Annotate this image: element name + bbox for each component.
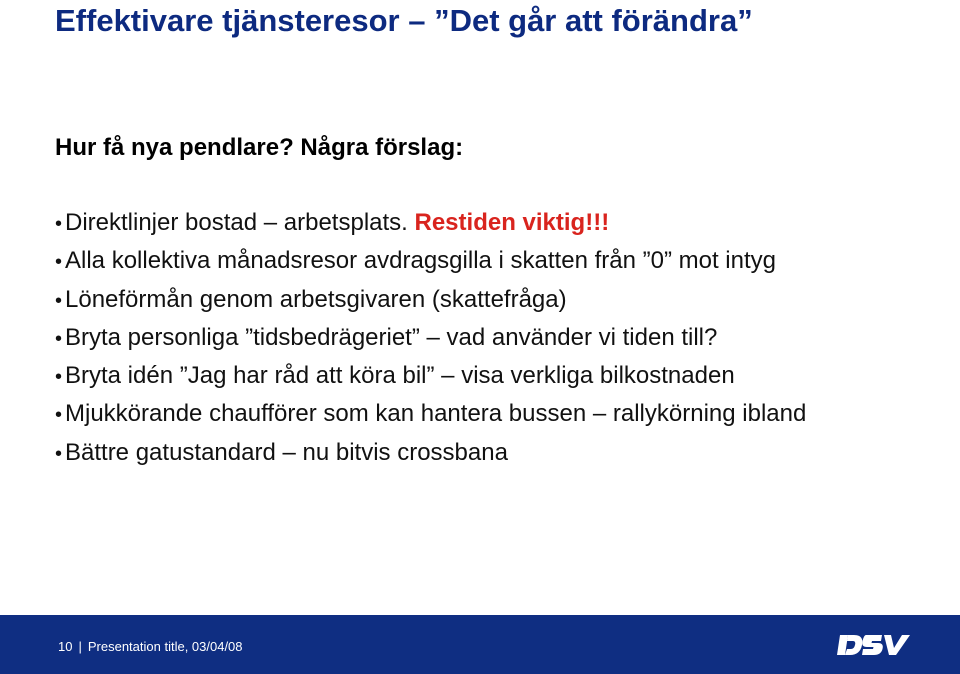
presentation-title: Presentation title, 03/04/08 xyxy=(87,639,243,654)
bullet-item xyxy=(55,321,806,359)
page-number: 10 xyxy=(58,639,73,654)
bullet-text: Bryta personliga ”tidsbedrägeriet” – vad använder vi tiden till? xyxy=(65,323,718,351)
bullet-item xyxy=(55,436,806,474)
bullet-text: Mjukkörande chaufförer som kan hantera bussen – rallykörning ibland xyxy=(65,400,807,428)
bullet-icon: • xyxy=(55,251,63,274)
footer-text xyxy=(58,639,243,654)
bullet-icon: • xyxy=(55,366,63,389)
bullet-text: Bättre gatustandard – nu bitvis crossbana xyxy=(65,438,508,466)
slide-footer xyxy=(0,615,960,674)
bullet-icon: • xyxy=(55,289,63,312)
bullet-icon: • xyxy=(55,404,63,427)
slide-subtitle: Hur få nya pendlare? Några förslag: xyxy=(55,134,464,161)
dsv-logo xyxy=(834,631,912,659)
bullet-icon: • xyxy=(55,213,63,235)
slide-title: Effektivare tjänsteresor – ”Det går att förändra” xyxy=(55,3,753,38)
bullet-list xyxy=(55,206,806,474)
bullet-icon: • xyxy=(55,327,63,350)
bullet-text: Direktlinjer bostad – arbetsplats. xyxy=(65,209,415,236)
bullet-item xyxy=(55,283,806,321)
bullet-text: Alla kollektiva månadsresor avdragsgilla i skatten från ”0” mot intyg xyxy=(65,247,776,275)
bullet-icon: • xyxy=(55,442,63,465)
footer-separator: | xyxy=(78,639,82,654)
bullet-text: Bryta idén ”Jag har råd att köra bil” – visa verkliga bilkostnaden xyxy=(65,362,735,390)
bullet-item xyxy=(55,206,806,244)
bullet-item xyxy=(55,397,806,435)
bullet-text: Löneförmån genom arbetsgivaren (skattefråga) xyxy=(65,285,567,313)
bullet-item xyxy=(55,244,806,282)
bullet-item xyxy=(55,359,806,397)
bullet-highlight: Restiden viktig!!! xyxy=(414,209,610,236)
